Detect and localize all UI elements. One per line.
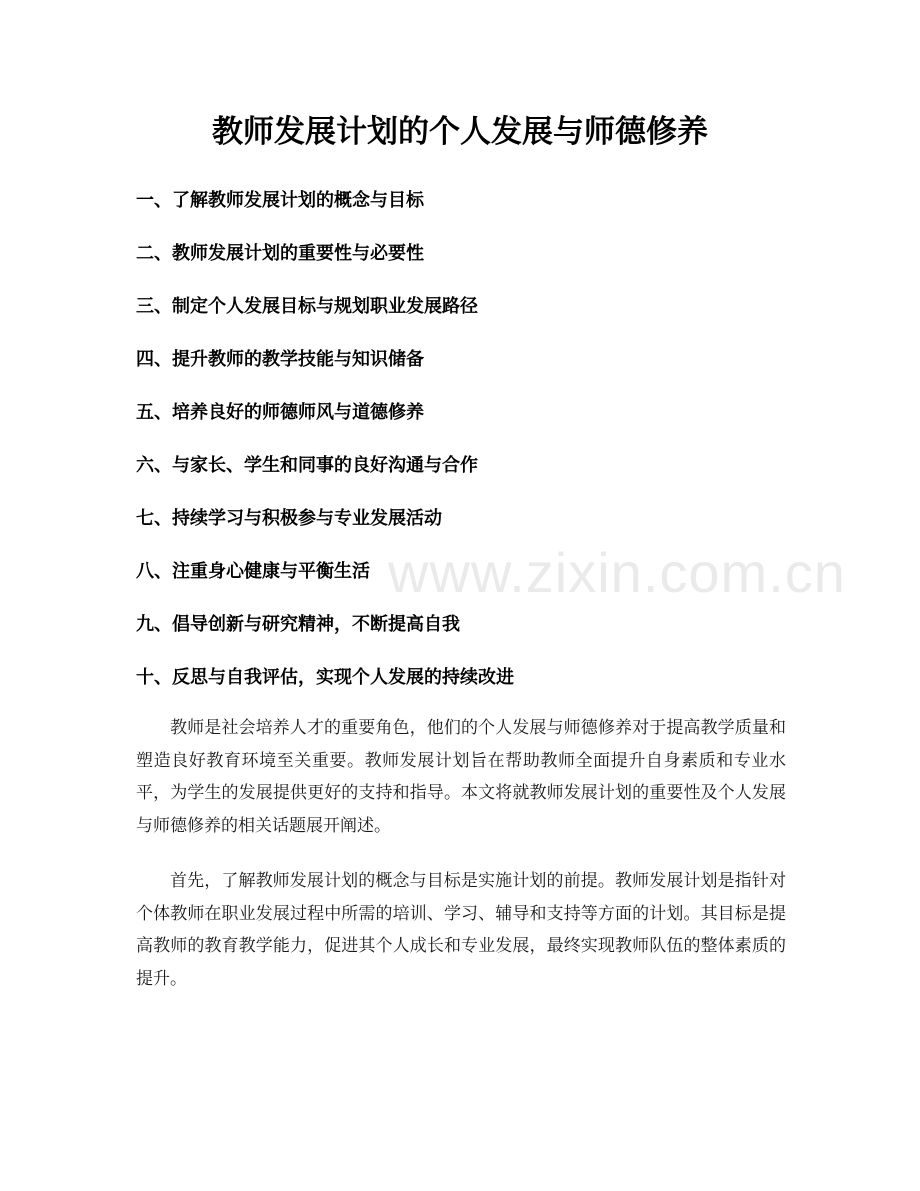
outline-item: 四、提升教师的教学技能与知识储备 [136, 349, 424, 370]
paragraph: 教师是社会培养人才的重要角色，他们的个人发展与师德修养对于提高教学质量和塑造良好教育环境至关重要。教师发展计划旨在帮助教师全面提升自身素质和专业水平，为学生的发展提供更好的支持和指导。本文将就教师发展计划的重要性及个人发展与师德修养的相关话题展开阐述。 [136, 718, 786, 836]
outline-item: 七、持续学习与积极参与专业发展活动 [136, 508, 442, 529]
outline-item: 一、了解教师发展计划的概念与目标 [136, 190, 424, 211]
body-text [136, 712, 786, 1018]
watermark: www.zixin.com.cn [388, 541, 846, 604]
outline-item: 五、培养良好的师德师风与道德修养 [136, 402, 424, 423]
document-title: 教师发展计划的个人发展与师德修养 [212, 114, 708, 150]
paragraph: 首先，了解教师发展计划的概念与目标是实施计划的前提。教师发展计划是指针对个体教师在职业发展过程中所需的培训、学习、辅导和支持等方面的计划。其目标是提高教师的教育教学能力，促进其个人成长和专业发展，最终实现教师队伍的整体素质的提升。 [136, 871, 786, 989]
outline-item: 八、注重身心健康与平衡生活 [136, 561, 370, 582]
outline-item: 二、教师发展计划的重要性与必要性 [136, 243, 424, 264]
outline-item: 九、倡导创新与研究精神，不断提高自我 [136, 614, 460, 635]
outline-item: 六、与家长、学生和同事的良好沟通与合作 [136, 455, 478, 476]
outline-list [136, 184, 796, 714]
outline-item: 三、制定个人发展目标与规划职业发展路径 [136, 296, 478, 317]
outline-item: 十、反思与自我评估，实现个人发展的持续改进 [136, 667, 514, 688]
